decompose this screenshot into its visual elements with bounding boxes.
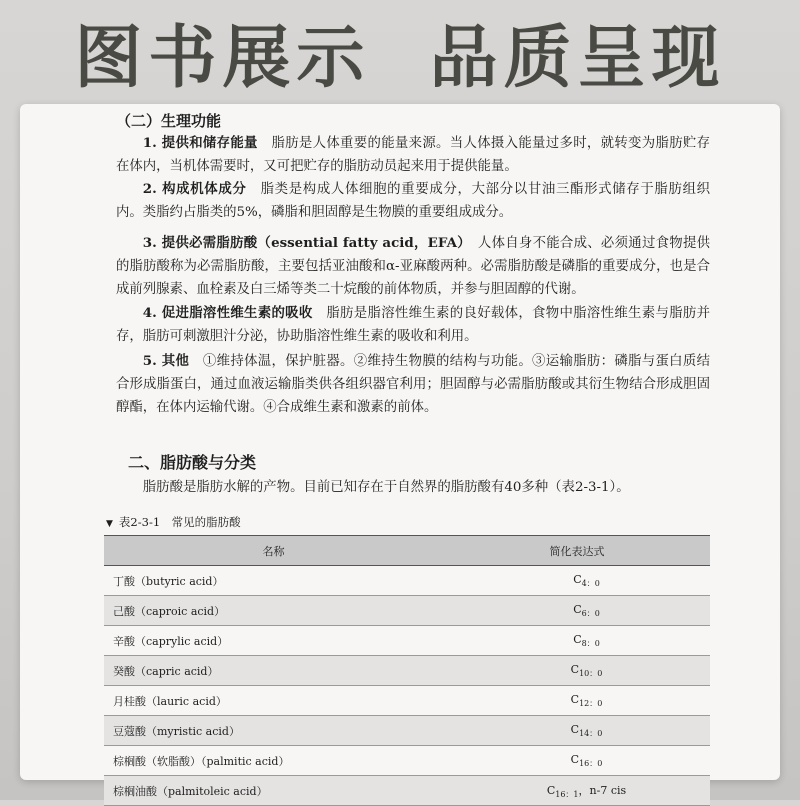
paragraph-label: 5. 其他 — [142, 353, 190, 369]
paragraph-text: 脂肪是脂溶性维生素的良好载体，食物中脂溶性维生素与脂肪并存，脂肪可刺激胆汁分泌，协助脂溶性维生素的吸收和利用。 — [116, 306, 711, 344]
paragraph-energy — [116, 132, 710, 178]
table-caption — [106, 514, 241, 530]
table-row — [104, 626, 710, 656]
cell-name: 辛酸（caprylic acid） — [104, 626, 444, 656]
table-row — [104, 686, 710, 716]
cell-formula: $C_{16:0}$ — [444, 746, 710, 776]
promo-banner — [0, 0, 800, 104]
cell-name: 棕榈油酸（palmitoleic acid） — [104, 776, 444, 806]
paragraph-body-composition — [116, 178, 710, 224]
book-page — [20, 104, 780, 799]
paragraph-vitamin-absorption — [116, 302, 710, 348]
fatty-acid-table — [104, 535, 710, 806]
paragraph-text: ①维持体温，保护脏器。②维持生物膜的结构与功能。③运输脂肪：磷脂与蛋白质结合形成脂蛋白，通过血液运输脂类供各组织器官利用；胆固醇与必需脂肪酸或其衍生物结合形成胆固醇酯，在体内运输代谢。④合成维生素和激素的前体。 — [116, 354, 711, 415]
table-row — [104, 716, 710, 746]
banner-title: 图书展示 品质呈现 — [74, 18, 726, 98]
paragraph-label: 4. 促进脂溶性维生素的吸收 — [142, 305, 313, 321]
section-heading: 二、脂肪酸与分类 — [128, 453, 257, 472]
paragraph-label: 3. 提供必需脂肪酸（essential fatty acid，EFA） — [142, 235, 465, 251]
paragraph-text: 脂肪是人体重要的能量来源。当人体摄入能量过多时，就转变为脂肪贮存在体内，当机体需要时，又可把贮存的脂肪动员起来用于提供能量。 — [116, 136, 711, 174]
triangle-down-icon: ▼ — [106, 519, 113, 529]
paragraph-other — [116, 350, 710, 419]
cell-name: 癸酸（capric acid） — [104, 656, 444, 686]
table-caption-text: 表2-3-1 常见的脂肪酸 — [118, 515, 241, 529]
subsection-heading: （二）生理功能 — [116, 112, 222, 130]
table-row — [104, 566, 710, 596]
cell-name: 豆蔻酸（myristic acid） — [104, 716, 444, 746]
column-header-name: 名称 — [104, 536, 444, 566]
table-row — [104, 776, 710, 806]
table-row — [104, 746, 710, 776]
cell-name: 己酸（caproic acid） — [104, 596, 444, 626]
cell-formula: $C_{6:0}$ — [444, 596, 710, 626]
column-header-formula: 简化表达式 — [444, 536, 710, 566]
cell-name: 丁酸（butyric acid） — [104, 566, 444, 596]
cell-name: 月桂酸（lauric acid） — [104, 686, 444, 716]
paragraph-label: 2. 构成机体成分 — [142, 181, 247, 197]
paragraph-essential-fatty-acid — [116, 232, 710, 301]
table-header-row — [104, 536, 710, 566]
cell-name: 棕榈酸（软脂酸）（palmitic acid） — [104, 746, 444, 776]
table-row — [104, 596, 710, 626]
paragraph-label: 1. 提供和储存能量 — [142, 135, 258, 151]
paragraph-text: 脂类是构成人体细胞的重要成分，大部分以甘油三酯形式储存于脂肪组织内。类脂约占脂类的5%，磷脂和胆固醇是生物膜的重要组成成分。 — [116, 182, 711, 220]
cell-formula: $C_{16:1}$，n-7 cis — [444, 776, 710, 806]
cell-formula: $C_{4:0}$ — [444, 566, 710, 596]
paragraph-text: 人体自身不能合成、必须通过食物提供的脂肪酸称为必需脂肪酸，主要包括亚油酸和α-亚麻酸两种。必需脂肪酸是磷脂的重要成分，也是合成前列腺素、血栓素及白三烯等类二十烷酸的前体物质，并参与胆固醇的代谢。 — [116, 236, 711, 297]
cell-formula: $C_{10:0}$ — [444, 656, 710, 686]
cell-formula: $C_{8:0}$ — [444, 626, 710, 656]
cell-formula: $C_{14:0}$ — [444, 716, 710, 746]
section-intro: 脂肪酸是脂肪水解的产物。目前已知存在于自然界的脂肪酸有40多种（表2-3-1）。 — [142, 480, 630, 495]
table-row — [104, 656, 710, 686]
cell-formula: $C_{12:0}$ — [444, 686, 710, 716]
